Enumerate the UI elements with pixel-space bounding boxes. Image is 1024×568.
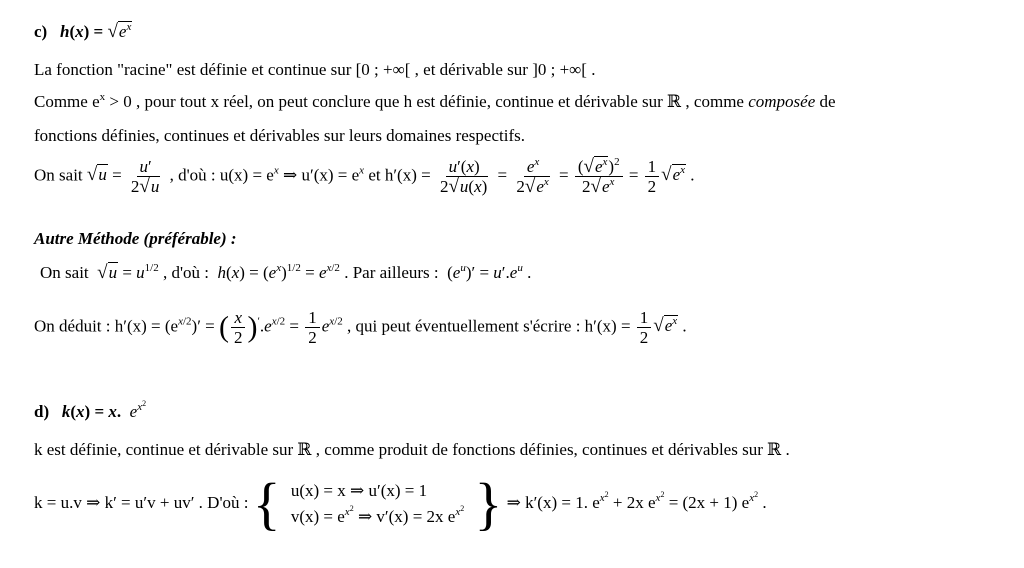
line-racine: La fonction "racine" est définie et continue sur [0 ; +∞[ , et dérivable sur ]0 ; +∞[ . xyxy=(34,60,596,79)
line-on-deduit: On déduit : $h'(x) = (e^{x/2})'$ = ( $\frac{x}{2}$ )$'.e^{x/2}$ = $\frac{1}{2}$ $e^{x/2}$ , qui peut éventuellement s'écrire : h′(x) = $\frac{1}{2}$ $√e^x$ . xyxy=(34,308,687,347)
section-d-title: d) k(x) = x. $e^{x^2}$ xyxy=(34,399,147,421)
section-c-title: c) $h(x) = √e^x$ xyxy=(34,21,132,42)
system-of-equations: u(x) = x ⇒ u′(x) = 1 $v(x) = e^{x^2}$ ⇒ v′(x) = 2x $e^{x^2}$ xyxy=(290,481,465,526)
left-brace: { xyxy=(252,471,281,536)
line-k-definie: k est définie, continue et dérivable sur ℝ , comme produit de fonctions définies, continues et dérivables sur ℝ . xyxy=(34,440,790,459)
sqrt-symbol: $√e^x$ xyxy=(107,21,132,42)
line-on-sait-derivative: On sait √u = $\frac{u'}{2√u}$ , d'où : $u(x) = e^x$ ⇒ $u'(x) = e^x$ et h′(x) = $\frac{u'(x)}{2√u(x)}$ = $\frac{e^x}{2√e^x}$ = $\frac{(√e^x)^2}{2√e^x}$ = $\frac{1}{2}$ $√e^x$ . xyxy=(34,156,695,197)
right-brace: } xyxy=(474,471,503,536)
line-k-derivative: k = u.v ⇒ k′ = u′v + uv′ . D'où : { u(x) = x ⇒ u′(x) = 1 $v(x) = e^{x^2}$ ⇒ v′(x) = 2x $e^{x^2}$ } ⇒ k′(x) = 1. $e^{x^2} + 2x$ $e^{x^2} = (2x + 1)$ $e^{x^2}$ . xyxy=(34,471,767,536)
section-c-label: c) xyxy=(34,22,48,41)
autre-methode-heading: Autre Méthode (préférable) : xyxy=(34,229,237,248)
line-on-sait-2: On sait $√u = u^{1/2}$ , d'où : $h(x) = (e^x)^{1/2} = e^{x/2}$ . Par ailleurs : $(e^u)' = u'.e^u$ . xyxy=(40,262,532,283)
line-fonctions: fonctions définies, continues et dérivables sur leurs domaines respectifs. xyxy=(34,126,525,145)
line-comme: Comme $e^x > 0$ , pour tout x réel, on peut conclure que h est définie, continue et dérivable sur ℝ , comme composée de xyxy=(34,91,836,111)
section-d-label: d) xyxy=(34,402,50,421)
